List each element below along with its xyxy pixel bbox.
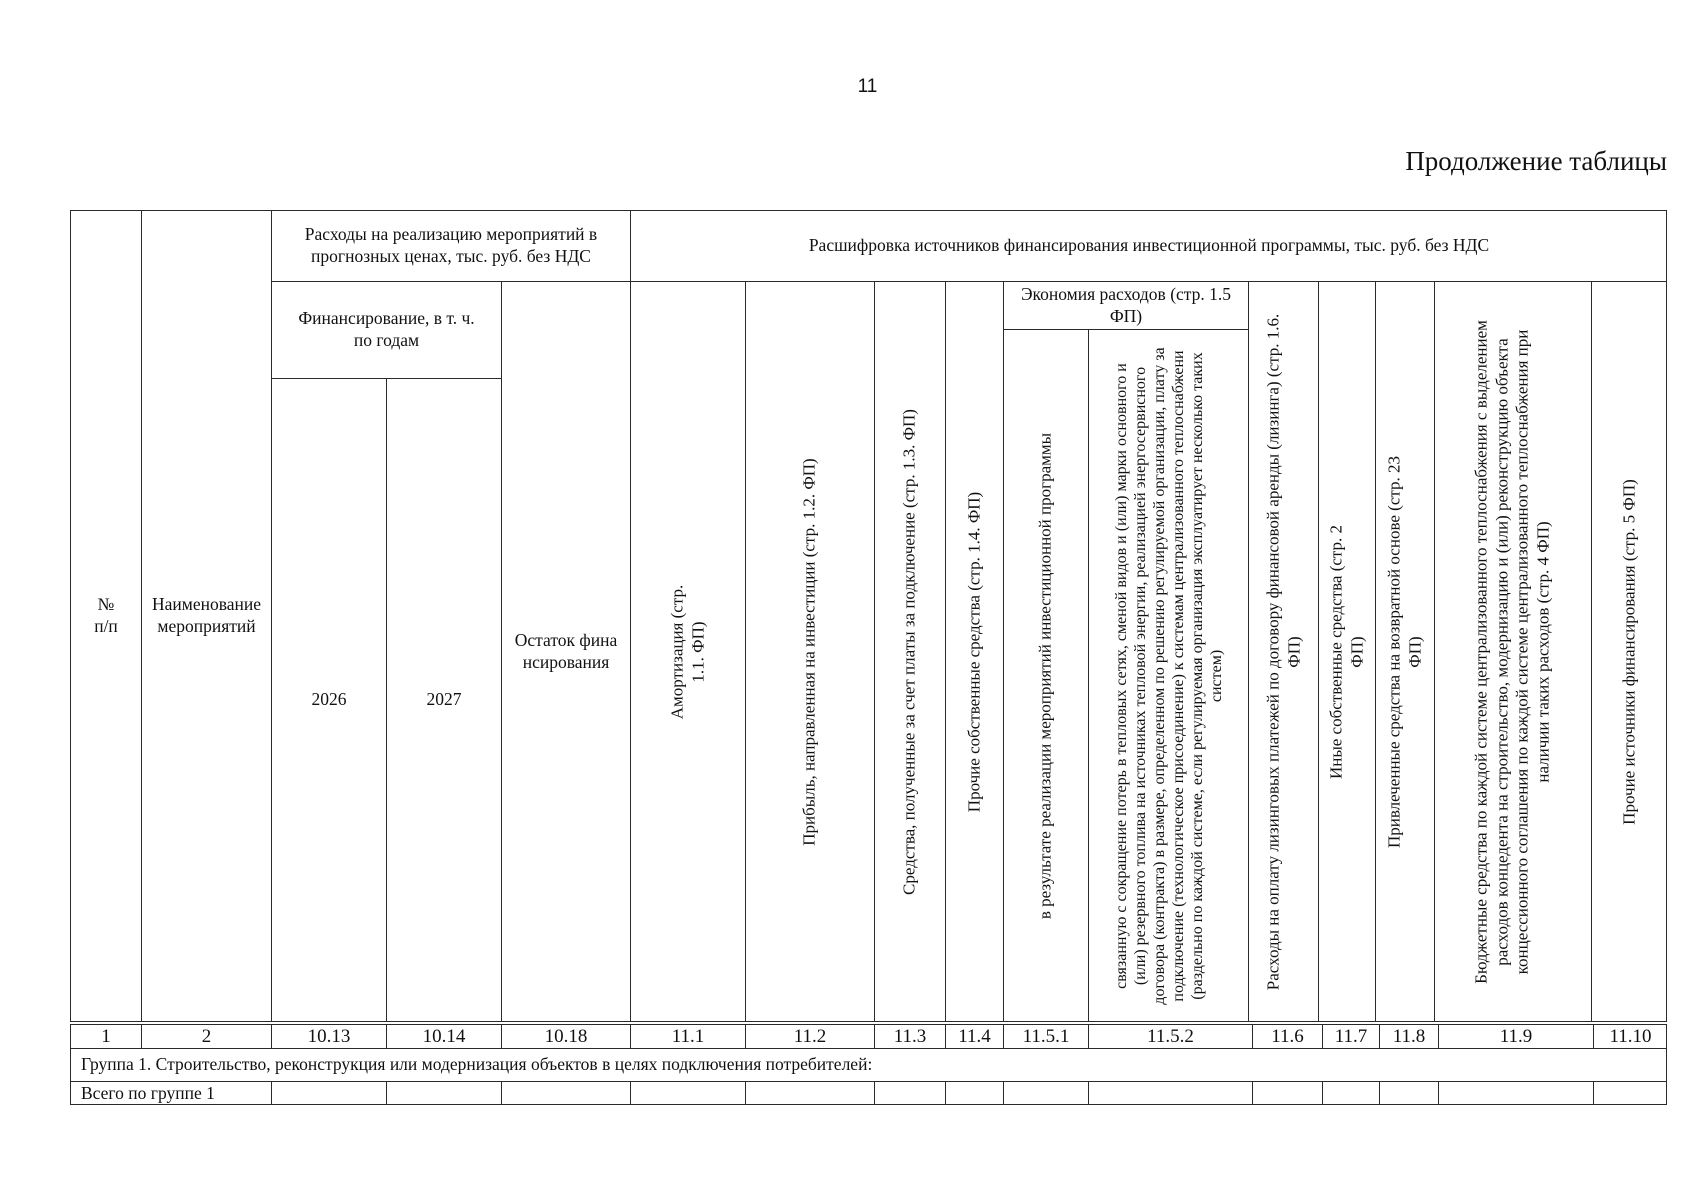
header-year-2026: 2026 bbox=[271, 378, 386, 1021]
total-cell bbox=[271, 1081, 386, 1105]
header-savings-result: в результате реализации мероприятий инвестиционной программы bbox=[1003, 329, 1088, 1021]
header-remainder: Остаток финансирования bbox=[501, 281, 630, 1021]
column-number: 11.5.2 bbox=[1088, 1024, 1252, 1048]
total-cell bbox=[1379, 1081, 1438, 1105]
column-number: 11.6 bbox=[1252, 1024, 1322, 1048]
header-other-own-2: Иные собственные средства (стр. 2 ФП) bbox=[1318, 281, 1375, 1021]
total-cell bbox=[874, 1081, 945, 1105]
header-profit: Прибыль, направленная на инвестиции (стр. 1.2. ФП) bbox=[745, 281, 874, 1021]
column-number: 10.18 bbox=[501, 1024, 630, 1048]
total-cell bbox=[386, 1081, 501, 1105]
column-number: 10.14 bbox=[386, 1024, 501, 1048]
column-number: 11.2 bbox=[745, 1024, 874, 1048]
header-savings-group: Экономия расходов (стр. 1.5 ФП) bbox=[1003, 281, 1248, 329]
header-col-no: № п/п bbox=[70, 210, 141, 1021]
column-number: 11.3 bbox=[874, 1024, 945, 1048]
column-number: 11.10 bbox=[1593, 1024, 1667, 1048]
header-savings-related: связанную с сокращение потерь в тепловых сетях, сменой видов и (или) марки основного и (или) резервного топлива на источниках тепловой энергии, реализацией энергосервисного договора (контракта) в размере, определенном по решению регулируемой организации, плату за подключение (технологическое присоединение) к системам централизованного теплоснабжени (раздельно по каждой системе, если регулируемая организация эксплуатирует несколько таких систем) bbox=[1088, 329, 1248, 1021]
total-cell bbox=[1438, 1081, 1593, 1105]
header-leasing: Расходы на оплату лизинговых платежей по договору финансовой аренды (лизинга) (стр. 1.6. ФП) bbox=[1248, 281, 1318, 1021]
total-cell bbox=[501, 1081, 630, 1105]
column-number: 10.13 bbox=[271, 1024, 386, 1048]
total-cell bbox=[1322, 1081, 1379, 1105]
header-year-2027: 2027 bbox=[386, 378, 501, 1021]
column-number: 2 bbox=[141, 1024, 271, 1048]
header-col-name: Наименование мероприятий bbox=[141, 210, 271, 1021]
header-connection-fees: Средства, полученные за счет платы за подключение (стр. 1.3. ФП) bbox=[874, 281, 945, 1021]
header-financing-by-years: Финансирование, в т. ч. по годам bbox=[271, 281, 501, 378]
column-number: 1 bbox=[70, 1024, 141, 1048]
continuation-heading: Продолжение таблицы bbox=[1405, 146, 1667, 176]
header-expenses-group: Расходы на реализацию мероприятий в прогнозных ценах, тыс. руб. без НДС bbox=[271, 210, 630, 281]
total-cell bbox=[745, 1081, 874, 1105]
total-cell bbox=[1088, 1081, 1252, 1105]
total-cell bbox=[1593, 1081, 1667, 1105]
total-cell bbox=[630, 1081, 745, 1105]
column-number: 11.4 bbox=[945, 1024, 1003, 1048]
header-other-sources: Прочие источники финансирования (стр. 5 ФП) bbox=[1591, 281, 1667, 1021]
column-number: 11.7 bbox=[1322, 1024, 1379, 1048]
total-cell bbox=[1003, 1081, 1088, 1105]
column-number: 11.9 bbox=[1438, 1024, 1593, 1048]
header-sources-group: Расшифровка источников финансирования инвестиционной программы, тыс. руб. без НДС bbox=[630, 210, 1667, 281]
column-number: 11.1 bbox=[630, 1024, 745, 1048]
total-cell bbox=[945, 1081, 1003, 1105]
total-row-label: Всего по группе 1 bbox=[70, 1081, 271, 1105]
header-amortization: Амортизация (стр. 1.1. ФП) bbox=[630, 281, 745, 1021]
group-row bbox=[70, 1048, 1667, 1081]
header-other-own: Прочие собственные средства (стр. 1.4. ФП) bbox=[945, 281, 1003, 1021]
page-number: 11 bbox=[857, 76, 878, 97]
column-number: 11.8 bbox=[1379, 1024, 1438, 1048]
header-budget: Бюджетные средства по каждой системе централизованного теплоснабжения с выделением расходов концедента на строительство, модернизацию и (или) реконструкцию объекта концессионного соглашения по каждой системе централизованного теплоснабжения при наличии таких расходов (стр. 4 ФП) bbox=[1434, 281, 1591, 1021]
column-number: 11.5.1 bbox=[1003, 1024, 1088, 1048]
total-cell bbox=[1252, 1081, 1322, 1105]
group-row-label: Группа 1. Строительство, реконструкция или модернизация объектов в целях подключения потребителей: bbox=[81, 1054, 873, 1075]
header-attracted: Привлеченные средства на возвратной основе (стр. 23 ФП) bbox=[1375, 281, 1434, 1021]
